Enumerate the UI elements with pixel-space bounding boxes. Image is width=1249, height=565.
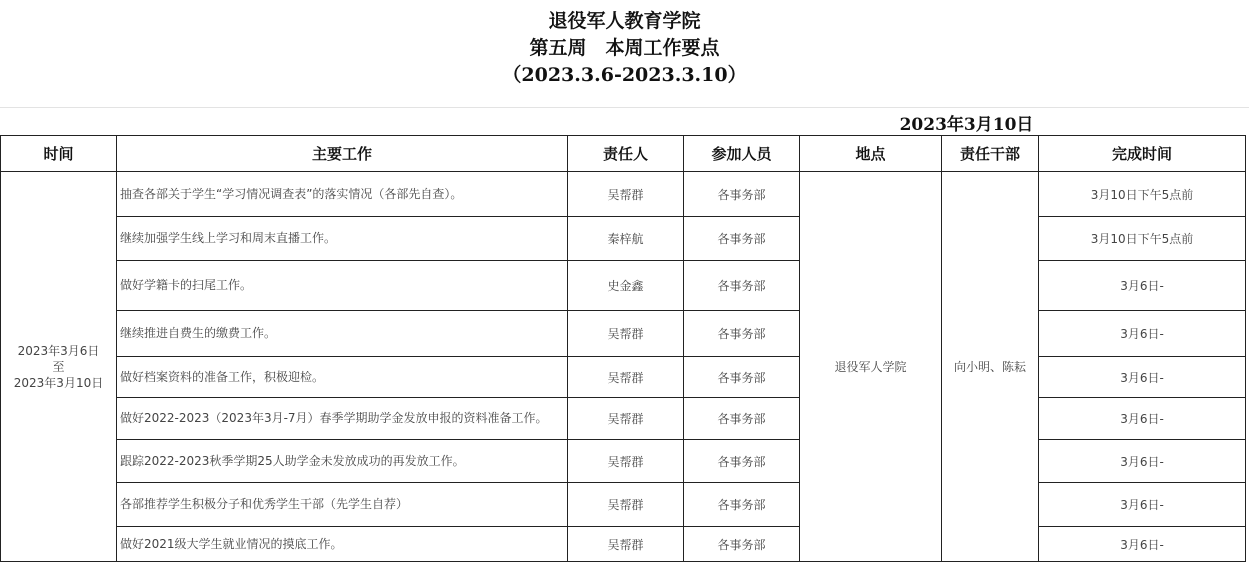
participants-cell: 各事务部 [684, 357, 800, 398]
time-connector: 至 [52, 359, 65, 374]
table-row [1, 172, 1246, 217]
deadline-cell: 3月6日- [1039, 398, 1246, 440]
participants-cell: 各事务部 [684, 483, 800, 527]
participants-cell: 各事务部 [684, 440, 800, 483]
column-header-cadres: 责任干部 [942, 136, 1039, 172]
task-cell: 做好学籍卡的扫尾工作。 [117, 261, 568, 311]
column-header-participants: 参加人员 [684, 136, 800, 172]
participants-cell: 各事务部 [684, 217, 800, 261]
task-cell: 继续推进自费生的缴费工作。 [117, 311, 568, 357]
table-row [1, 261, 1246, 311]
table-row [1, 483, 1246, 527]
title-college: 退役军人教育学院 [548, 10, 701, 32]
participants-cell: 各事务部 [684, 527, 800, 562]
owner-cell: 吴帮群 [568, 311, 684, 357]
task-cell: 做好2021级大学生就业情况的摸底工作。 [117, 527, 568, 562]
task-cell: 做好档案资料的准备工作，积极迎检。 [117, 357, 568, 398]
deadline-cell: 3月6日- [1039, 357, 1246, 398]
column-header-owner: 责任人 [568, 136, 684, 172]
cadres-cell: 向小明、陈耘 [942, 172, 1039, 562]
participants-cell: 各事务部 [684, 311, 800, 357]
deadline-cell: 3月6日- [1039, 311, 1246, 357]
participants-cell: 各事务部 [684, 261, 800, 311]
column-header-deadline: 完成时间 [1039, 136, 1246, 172]
table-header-row [1, 136, 1246, 172]
table-row [1, 440, 1246, 483]
participants-cell: 各事务部 [684, 172, 800, 217]
task-cell: 各部推荐学生积极分子和优秀学生干部（先学生自荐） [117, 483, 568, 527]
time-end: 2023年3月10日 [13, 375, 104, 390]
deadline-cell: 3月6日- [1039, 261, 1246, 311]
deadline-cell: 3月10日下午5点前 [1039, 172, 1246, 217]
owner-cell: 史金鑫 [568, 261, 684, 311]
title-date-range: （2023.3.6-2023.3.10） [502, 64, 747, 86]
owner-cell: 吴帮群 [568, 172, 684, 217]
time-start: 2023年3月6日 [17, 343, 100, 358]
deadline-cell: 3月6日- [1039, 483, 1246, 527]
owner-cell: 吴帮群 [568, 398, 684, 440]
document-title [0, 8, 1249, 89]
table-row [1, 311, 1246, 357]
title-week: 第五周 本周工作要点 [529, 37, 720, 59]
location-cell: 退役军人学院 [800, 172, 942, 562]
task-cell: 跟踪2022-2023秋季学期25人助学金未发放成功的再发放工作。 [117, 440, 568, 483]
column-header-main-work: 主要工作 [117, 136, 568, 172]
owner-cell: 吴帮群 [568, 483, 684, 527]
table-row [1, 217, 1246, 261]
table-row [1, 357, 1246, 398]
column-header-time: 时间 [1, 136, 117, 172]
deadline-cell: 3月6日- [1039, 440, 1246, 483]
deadline-cell: 3月6日- [1039, 527, 1246, 562]
task-cell: 做好2022-2023（2023年3月-7月）春季学期助学金发放申报的资料准备工作。 [117, 398, 568, 440]
owner-cell: 吴帮群 [568, 440, 684, 483]
divider [0, 107, 1249, 108]
work-schedule-table [0, 135, 1246, 562]
table-row [1, 398, 1246, 440]
owner-cell: 吴帮群 [568, 357, 684, 398]
report-date: 2023年3月10日 [899, 115, 1034, 135]
owner-cell: 吴帮群 [568, 527, 684, 562]
column-header-location: 地点 [800, 136, 942, 172]
deadline-cell: 3月10日下午5点前 [1039, 217, 1246, 261]
owner-cell: 秦梓航 [568, 217, 684, 261]
participants-cell: 各事务部 [684, 398, 800, 440]
time-range-cell [1, 172, 117, 562]
task-cell: 抽查各部关于学生“学习情况调查表”的落实情况（各部先自查）。 [117, 172, 568, 217]
table-row [1, 527, 1246, 562]
task-cell: 继续加强学生线上学习和周末直播工作。 [117, 217, 568, 261]
